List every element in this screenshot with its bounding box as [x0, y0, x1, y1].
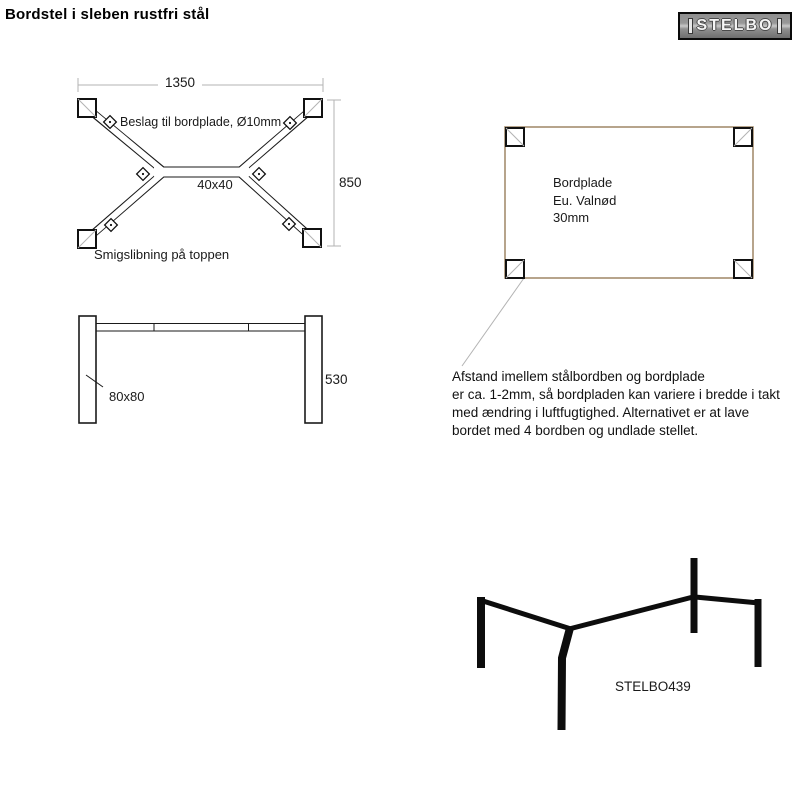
tabletop-leg-squares — [506, 128, 752, 278]
sketch-left-rail — [483, 601, 571, 629]
tabletop-outline — [505, 127, 753, 278]
dimension-width-label: 1350 — [164, 75, 196, 90]
note-line: bordet med 4 bordben og undlade stellet. — [452, 423, 699, 438]
sketch-right-rail — [695, 597, 759, 603]
stelbo-logo — [678, 12, 792, 40]
sketch-center-rail — [569, 597, 693, 629]
note-line: Afstand imellem stålbordben og bordplade — [452, 369, 705, 384]
note-line: er ca. 1-2mm, så bordpladen kan variere i bredde i takt — [452, 387, 780, 402]
page-title: Bordstel i sleben rustfri stål — [5, 6, 210, 23]
dimension-width — [78, 74, 323, 92]
fitting-label: Beslag til bordplade, Ø10mm — [120, 115, 282, 129]
tabletop-label-line2: Eu. Valnød — [553, 193, 617, 208]
side-view-left-leg — [79, 316, 96, 423]
top-view-drawing — [60, 70, 370, 282]
note-leader-line — [462, 278, 524, 366]
dimension-height-label: 530 — [325, 372, 348, 387]
tabletop-label-line3: 30mm — [553, 210, 590, 225]
bevel-label: Smigslibning på toppen — [94, 247, 230, 262]
clearance-note — [452, 368, 797, 440]
logo-text: STELBO — [696, 17, 774, 34]
side-view-right-leg — [305, 316, 322, 423]
crossbar-profile-label: 40x40 — [197, 177, 233, 192]
perspective-sketch — [440, 545, 780, 745]
side-view-crossbar — [96, 324, 305, 332]
logo-right-bracket — [777, 18, 782, 34]
tabletop-label — [553, 175, 616, 225]
note-line: med ændring i luftfugtighed. Alternativet er at lave — [452, 405, 750, 420]
model-number-label: STELBO439 — [615, 679, 691, 694]
sketch-front-center-leg — [562, 628, 571, 730]
dimension-depth-label: 850 — [339, 175, 362, 190]
leg-profile-label: 80x80 — [109, 389, 145, 404]
logo-left-bracket — [688, 18, 693, 34]
side-view-drawing — [60, 300, 360, 435]
tabletop-label-line1: Bordplade — [553, 175, 613, 190]
tabletop-drawing — [440, 115, 770, 375]
dimension-depth — [327, 100, 362, 246]
